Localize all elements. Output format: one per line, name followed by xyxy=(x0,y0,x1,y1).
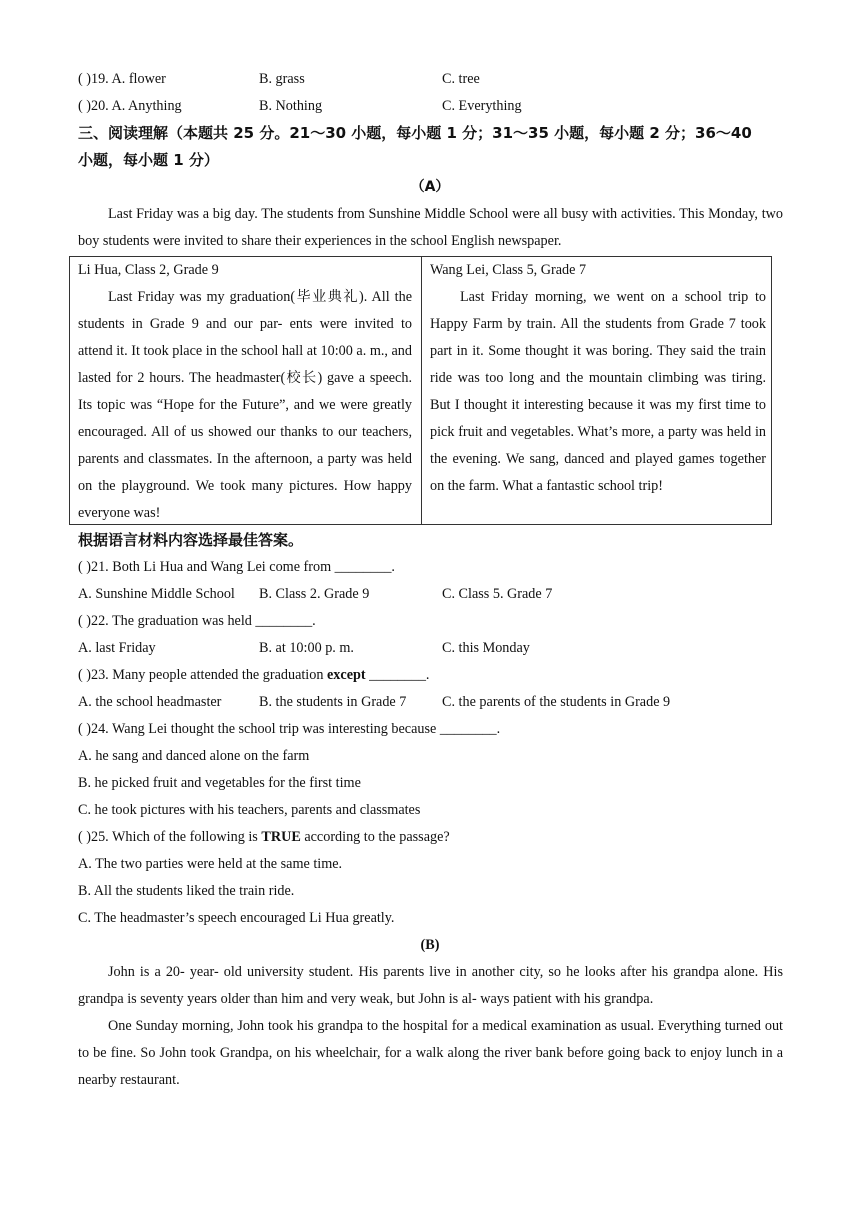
q19-option-a: ( )19. A. flower xyxy=(78,71,166,87)
part-b-heading: (B) xyxy=(420,937,440,953)
q21-option-a: A. Sunshine Middle School xyxy=(78,586,235,602)
wang-lei-title: Wang Lei, Class 5, Grade 7 xyxy=(430,262,587,278)
q20-option-a: ( )20. A. Anything xyxy=(78,98,182,114)
q22-option-c: C. this Monday xyxy=(442,640,530,656)
q19-option-c: C. tree xyxy=(442,71,480,87)
instruction: 根据语言材料内容选择最佳答案。 xyxy=(78,531,304,549)
q23-option-a: A. the school headmaster xyxy=(78,694,222,710)
question-21-stem: ( )21. Both Li Hua and Wang Lei come from ________. xyxy=(78,559,395,575)
section-heading-line1: 三、阅读理解（本题共 25 分。21～30 小题，每小题 1 分；31～35 小题，每小题 2 分；36～40 xyxy=(78,124,752,142)
q23-stem-post: ________. xyxy=(365,667,430,683)
part-b-paragraph-2: One Sunday morning, John took his grandpa to the hospital for a medical examination as usual. Everything turned out to be fine. So John took Grandpa, on his wheelchair, for a walk along the river bank before going back to enjoy lunch in a nearby restaurant. xyxy=(78,1018,783,1088)
q25-option-c: C. The headmaster’s speech encouraged Li Hua greatly. xyxy=(78,910,395,926)
q23-option-c: C. the parents of the students in Grade 9 xyxy=(442,694,671,710)
q24-option-c: C. he took pictures with his teachers, parents and classmates xyxy=(78,802,421,818)
q20-option-b: B. Nothing xyxy=(259,98,323,114)
q23-stem-pre: ( )23. Many people attended the graduation xyxy=(78,667,327,683)
q22-option-b: B. at 10:00 p. m. xyxy=(259,640,354,656)
q21-option-b: B. Class 2. Grade 9 xyxy=(259,586,370,602)
q25-stem-post: according to the passage? xyxy=(300,829,450,845)
q24-option-b: B. he picked fruit and vegetables for the first time xyxy=(78,775,361,791)
question-25-stem xyxy=(78,824,450,851)
q23-stem-bold: except xyxy=(327,667,366,683)
q25-option-a: A. The two parties were held at the same time. xyxy=(78,856,343,872)
part-a-heading: （A） xyxy=(410,179,450,195)
q22-option-a: A. last Friday xyxy=(78,640,156,656)
li-hua-text: Last Friday was my graduation(毕业典礼). All the students in Grade 9 and our par- ents were invited to attend it. It took place in the school hall at 10:00 a. m., and lasted for 2 hours. The headmaster(校长) gave a speech. Its topic was “Hope for the Future”, and we were greatly encouraged. All of us showed our thanks to our teachers, parents and classmates. In the afternoon, a party was held on the playground. We took many pictures. How happy everyone was! xyxy=(78,289,412,521)
q25-stem-pre: ( )25. Which of the following is xyxy=(78,829,262,845)
q21-option-c: C. Class 5. Grade 7 xyxy=(442,586,553,602)
q23-option-b: B. the students in Grade 7 xyxy=(259,694,407,710)
question-19 xyxy=(78,66,166,93)
question-20 xyxy=(78,93,182,120)
q20-option-c: C. Everything xyxy=(442,98,522,114)
part-a-intro: Last Friday was a big day. The students from Sunshine Middle School were all busy with activities. This Monday, two boy students were invited to share their experiences in the school English newspaper. xyxy=(78,206,783,249)
q25-option-b: B. All the students liked the train ride. xyxy=(78,883,295,899)
wang-lei-text: Last Friday morning, we went on a school trip to Happy Farm by train. All the students from Grade 7 took part in it. Some thought it was boring. They said the train ride was too long and the mountain climbing was tiring. But I thought it interesting because it was my first time to pick fruit and vegetables. What’s more, a party was held in the evening. We sang, danced and played games together on the farm. What a fantastic school trip! xyxy=(430,289,766,494)
table-cell-li-hua xyxy=(78,257,412,524)
table-cell-wang-lei xyxy=(430,257,766,524)
q25-stem-bold: TRUE xyxy=(261,829,301,845)
table-divider xyxy=(421,257,422,524)
question-23-stem xyxy=(78,662,429,689)
section-heading-line2: 小题，每小题 1 分） xyxy=(78,151,219,169)
q19-option-b: B. grass xyxy=(259,71,305,87)
question-24-stem: ( )24. Wang Lei thought the school trip was interesting because ________. xyxy=(78,721,501,737)
part-b-paragraph-1: John is a 20- year- old university student. His parents live in another city, so he looks after his grandpa alone. His grandpa is seventy years older than him and very weak, but John is al- ways patient with his grandpa. xyxy=(78,964,783,1007)
question-22-stem: ( )22. The graduation was held ________. xyxy=(78,613,316,629)
li-hua-title: Li Hua, Class 2, Grade 9 xyxy=(78,262,219,278)
passage-table xyxy=(69,256,772,525)
q24-option-a: A. he sang and danced alone on the farm xyxy=(78,748,310,764)
